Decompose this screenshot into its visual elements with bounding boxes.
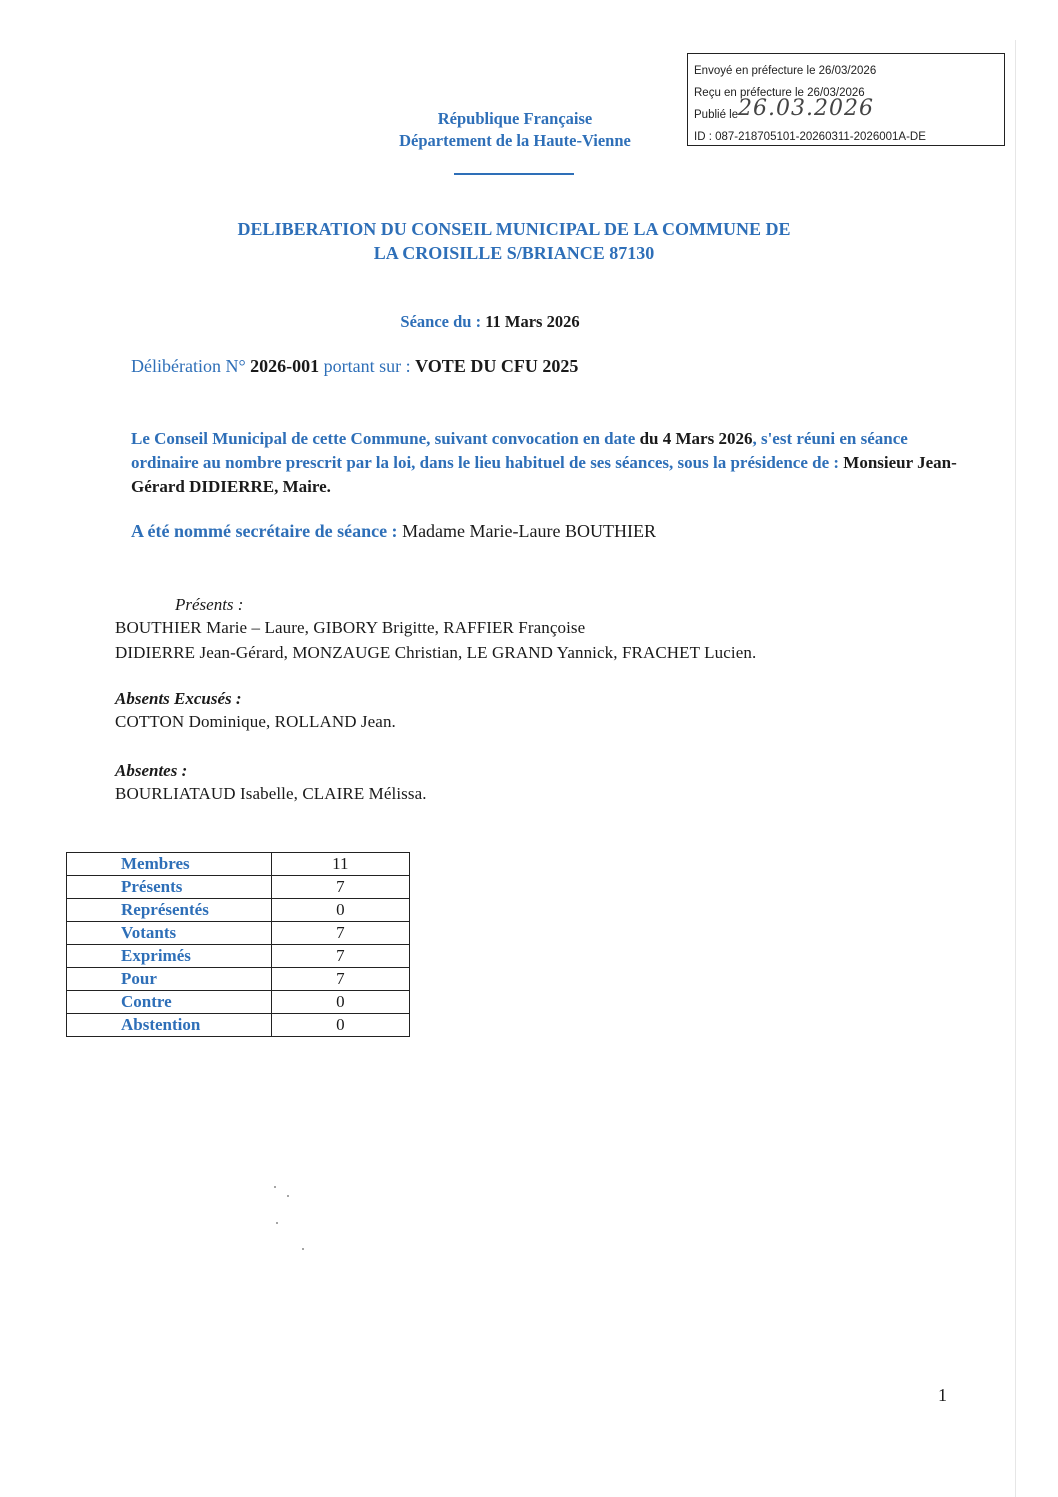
scan-speck <box>276 1222 278 1224</box>
delib-middle: portant sur : <box>323 356 411 376</box>
result-value: 7 <box>271 968 409 991</box>
vote-results-table <box>66 852 410 1037</box>
table-row <box>67 1014 410 1037</box>
table-row <box>67 945 410 968</box>
convoc-president: Monsieur Jean-Gérard DIDIERRE, Maire. <box>131 453 957 496</box>
deliberation-line <box>131 356 578 377</box>
presents-label: Présents : <box>175 595 244 614</box>
result-label: Présents <box>67 876 272 899</box>
page-edge <box>1015 40 1016 1497</box>
table-row <box>67 876 410 899</box>
absentes-line: BOURLIATAUD Isabelle, CLAIRE Mélissa. <box>115 784 427 803</box>
delib-prefix: Délibération N° <box>131 356 246 376</box>
header-departement: Département de la Haute-Vienne <box>399 131 631 150</box>
delib-subject: VOTE DU CFU 2025 <box>415 356 579 376</box>
stamp-envoye: Envoyé en préfecture le 26/03/2026 <box>694 65 877 77</box>
delib-number: 2026-001 <box>250 356 320 376</box>
page-number: 1 <box>938 1385 947 1405</box>
absents-excuses-line: COTTON Dominique, ROLLAND Jean. <box>115 712 396 731</box>
secretaire-label: A été nommé secrétaire de séance : <box>131 521 398 541</box>
result-value: 7 <box>271 922 409 945</box>
document-title <box>150 217 878 265</box>
convoc-date: du 4 Mars 2026 <box>639 429 753 448</box>
result-label: Abstention <box>67 1014 272 1037</box>
header-divider <box>454 173 574 175</box>
convocation-paragraph <box>131 427 961 499</box>
table-row <box>67 991 410 1014</box>
result-value: 11 <box>271 853 409 876</box>
scan-speck <box>287 1195 289 1197</box>
result-value: 0 <box>271 899 409 922</box>
result-label: Pour <box>67 968 272 991</box>
result-label: Membres <box>67 853 272 876</box>
convoc-part2: , s'est réuni en séance ordinaire au nombre prescrit par la loi, dans le lieu habituel de ses séances, sous la présidence de : <box>131 429 908 472</box>
document-header <box>370 108 660 152</box>
header-republique: République Française <box>437 109 593 128</box>
result-value: 7 <box>271 876 409 899</box>
stamp-publie-label: Publié le <box>694 109 739 121</box>
table-row <box>67 899 410 922</box>
stamp-id: ID : 087-218705101-20260311-2026001A-DE <box>694 131 926 143</box>
title-line-1: DELIBERATION DU CONSEIL MUNICIPAL DE LA COMMUNE DE <box>237 219 791 239</box>
absents-excuses-label: Absents Excusés : <box>115 689 242 708</box>
secretaire-line <box>131 521 656 542</box>
prefecture-stamp <box>687 53 1005 146</box>
stamp-publie-handwritten: 26.03.2026 <box>738 96 874 121</box>
scan-speck <box>274 1186 276 1188</box>
convoc-part1: Le Conseil Municipal de cette Commune, suivant convocation en date <box>131 429 636 448</box>
seance-value: 11 Mars 2026 <box>485 312 580 331</box>
absentes-label: Absentes : <box>115 761 188 780</box>
table-row <box>67 922 410 945</box>
seance-label: Séance du : <box>400 312 482 331</box>
result-label: Votants <box>67 922 272 945</box>
presents-line-1: BOUTHIER Marie – Laure, GIBORY Brigitte, RAFFIER Françoise <box>115 618 586 637</box>
scan-speck <box>302 1248 304 1250</box>
result-value: 0 <box>271 1014 409 1037</box>
result-value: 0 <box>271 991 409 1014</box>
result-value: 7 <box>271 945 409 968</box>
secretaire-name: Madame Marie-Laure BOUTHIER <box>402 521 656 541</box>
result-label: Exprimés <box>67 945 272 968</box>
result-label: Représentés <box>67 899 272 922</box>
title-line-2: LA CROISILLE S/BRIANCE 87130 <box>373 243 655 263</box>
stamp-publie <box>694 96 998 126</box>
seance-date <box>300 312 680 332</box>
result-label: Contre <box>67 991 272 1014</box>
presents-line-2: DIDIERRE Jean-Gérard, MONZAUGE Christian, LE GRAND Yannick, FRACHET Lucien. <box>115 643 757 662</box>
table-row <box>67 968 410 991</box>
table-row <box>67 853 410 876</box>
stamp-recu: Reçu en préfecture le 26/03/2026 <box>694 87 865 99</box>
